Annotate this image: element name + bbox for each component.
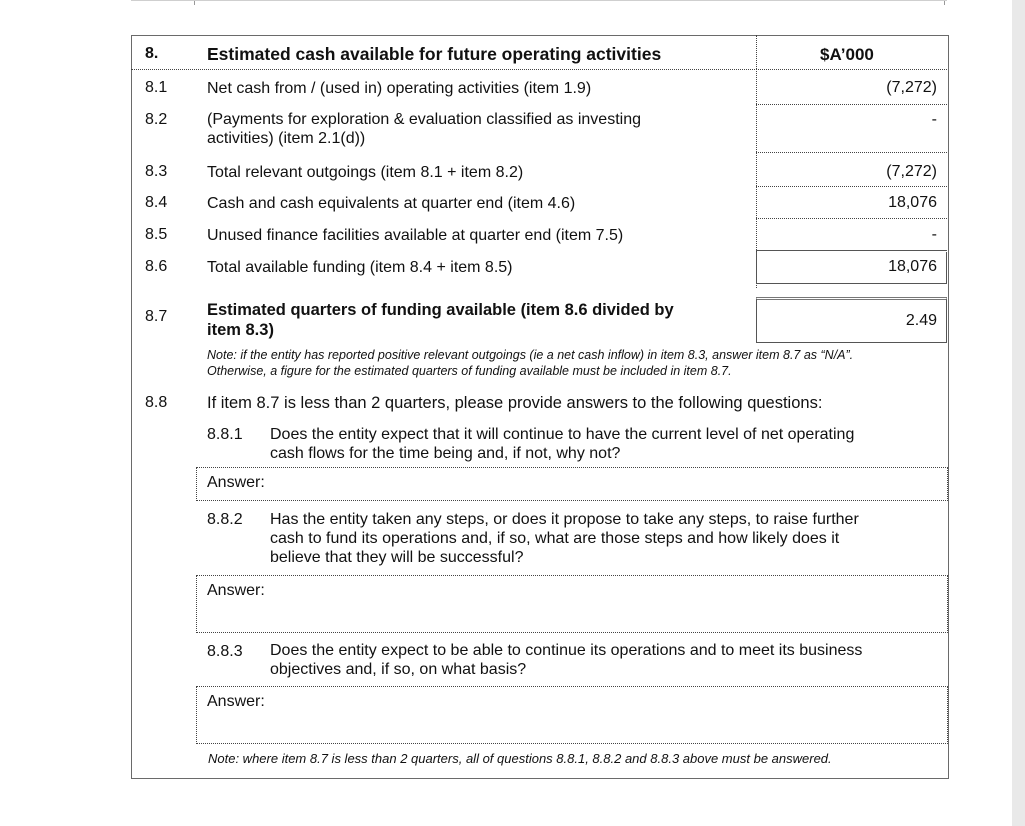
question-text-line2: cash to fund its operations and, if so, what are those steps and how likely does it	[270, 530, 840, 547]
answer-field-881[interactable]	[196, 467, 948, 501]
question-text-line2: cash flows for the time being and, if not, why not?	[270, 445, 621, 462]
row-value: 18,076	[888, 194, 937, 211]
row-number: 8.6	[145, 258, 168, 275]
row-number: 8.3	[145, 163, 168, 180]
row-label: Net cash from / (used in) operating activities (item 1.9)	[207, 80, 592, 97]
section-title: Estimated cash available for future operating activities	[207, 44, 662, 64]
row-value: -	[931, 226, 937, 243]
item87-label-line1: Estimated quarters of funding available (item 8.6 divided by	[207, 301, 674, 319]
answer-label: Answer:	[207, 582, 265, 599]
row-label: Cash and cash equivalents at quarter end (item 4.6)	[207, 195, 576, 212]
question-number: 8.8.1	[207, 426, 243, 443]
previous-table-edge	[131, 0, 947, 4]
question-number: 8.8.3	[207, 643, 243, 660]
row-label: Total relevant outgoings (item 8.1 + item 8.2)	[207, 164, 524, 181]
question-text-line1: Has the entity taken any steps, or does it propose to take any steps, to raise further	[270, 511, 859, 528]
question-number: 8.8.2	[207, 511, 243, 528]
item87-label-line2: item 8.3)	[207, 321, 274, 339]
question-text-line1: Does the entity expect that it will continue to have the current level of net operating	[270, 426, 855, 443]
row-number: 8.8	[145, 394, 168, 411]
item87-note-line1: Note: if the entity has reported positive relevant outgoings (ie a net cash inflow) in item 8.3, answer item 8.7 as “N/A”.	[207, 348, 854, 362]
question-text-line3: believe that they will be successful?	[270, 549, 524, 566]
row-value: -	[931, 111, 937, 128]
currency-header: $A’000	[820, 45, 874, 64]
item87-note-line2: Otherwise, a figure for the estimated quarters of funding available must be included in item 8.7.	[207, 364, 732, 378]
row-label-line1: (Payments for exploration & evaluation classified as investing	[207, 111, 641, 128]
row-number: 8.7	[145, 308, 168, 325]
item88-intro: If item 8.7 is less than 2 quarters, please provide answers to the following questions:	[207, 394, 823, 412]
row-number: 8.1	[145, 79, 168, 96]
question-text-line1: Does the entity expect to be able to continue its operations and to meet its business	[270, 642, 863, 659]
row-value: (7,272)	[886, 79, 937, 96]
answer-field-882[interactable]	[196, 575, 948, 633]
answer-label: Answer:	[207, 474, 265, 491]
row-label-line2: activities) (item 2.1(d))	[207, 130, 366, 147]
question-text-line2: objectives and, if so, on what basis?	[270, 661, 527, 678]
answer-field-883[interactable]	[196, 686, 948, 744]
quarters-value: 2.49	[905, 312, 937, 329]
row-number: 8.2	[145, 111, 168, 128]
answer-label: Answer:	[207, 693, 265, 710]
row-number: 8.5	[145, 226, 168, 243]
row-label: Total available funding (item 8.4 + item 8.5)	[207, 259, 513, 276]
row-value: 18,076	[888, 258, 937, 275]
row-number: 8.4	[145, 194, 168, 211]
section-number: 8.	[145, 45, 159, 62]
final-note: Note: where item 8.7 is less than 2 quarters, all of questions 8.8.1, 8.8.2 and 8.8.3 above must be answered.	[208, 751, 832, 766]
row-label: Unused finance facilities available at quarter end (item 7.5)	[207, 227, 624, 244]
row-value: (7,272)	[886, 163, 937, 180]
